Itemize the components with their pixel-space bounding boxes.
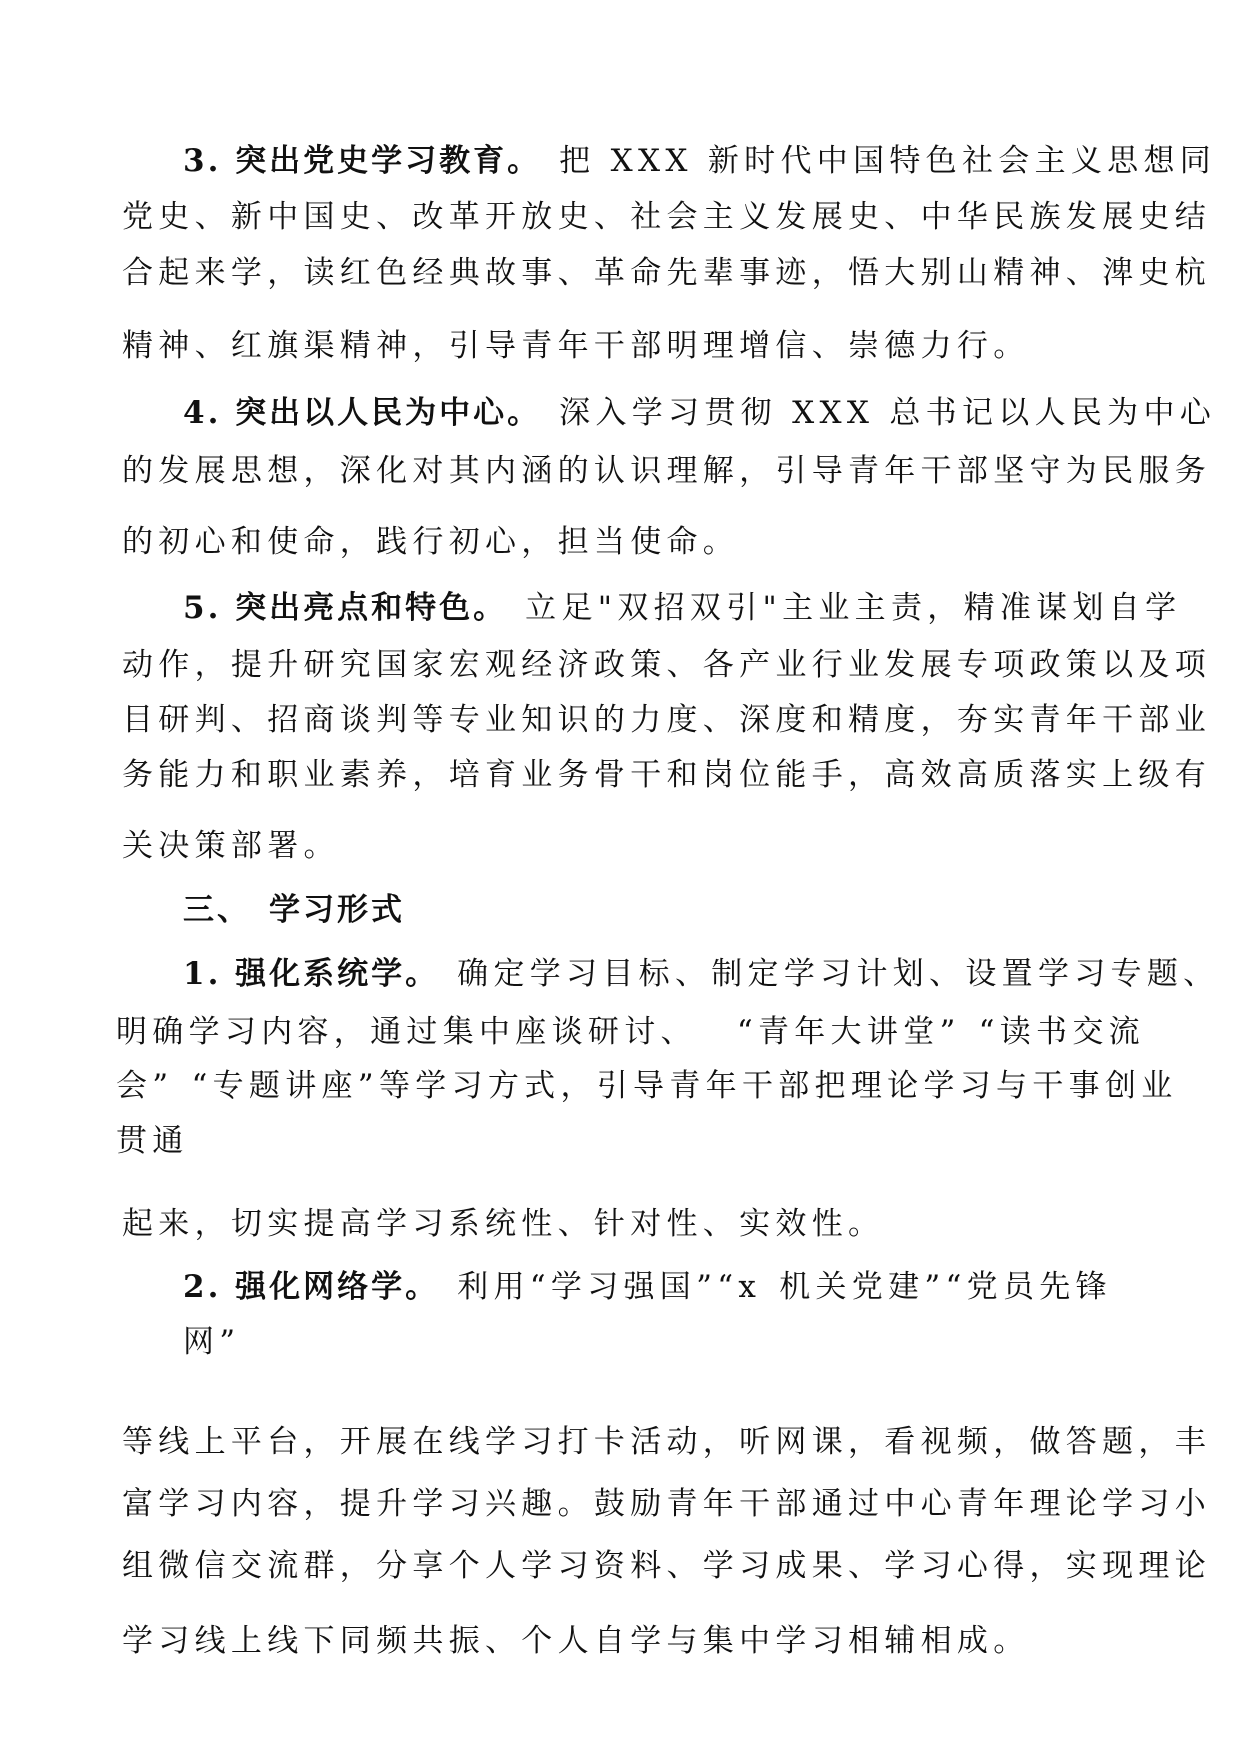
paragraph-text: 利用“学习强国”“x [457, 1269, 762, 1305]
paragraph-line: 富学习内容，提升学习兴趣。鼓励青年干部通过中心青年理论学习小 [122, 1486, 1211, 1522]
item-heading: 2. 强化网络学。 [183, 1269, 440, 1305]
paragraph-text: 深入学习贯彻 XXX 总书记以人民为中心 [559, 395, 1217, 431]
paragraph-text: 把 XXX 新时代中国特色社会主义思想同 [559, 143, 1217, 179]
paragraph-line [183, 393, 1216, 433]
paragraph-line [183, 588, 1181, 628]
section-number: 三、 [183, 892, 251, 928]
paragraph-line: 目研判、招商谈判等专业知识的力度、深度和精度，夯实青年干部业 [122, 702, 1211, 738]
paragraph-line: 务能力和职业素养，培育业务骨干和岗位能手，高效高质落实上级有 [122, 757, 1211, 793]
paragraph-line [183, 141, 1216, 181]
paragraph-line: 贯通 [116, 1123, 189, 1159]
paragraph-line: 合起来学，读红色经典故事、革命先辈事迹，悟大别山精神、渒史杭 [122, 255, 1211, 291]
paragraph-line: 的发展思想，深化对其内涵的认识理解，引导青年干部坚守为民服务 [122, 453, 1211, 489]
paragraph-line [116, 1012, 1145, 1052]
quoted-term: “青年大讲堂” [736, 1014, 961, 1050]
paragraph-line: 精神、红旗渠精神，引导青年干部明理增信、崇德力行。 [122, 328, 1030, 364]
paragraph-line: 动作，提升研究国家宏观经济政策、各产业行业发展专项政策以及项 [122, 647, 1211, 683]
paragraph-text: 确定学习目标、制定学习计划、设置学习专题、 [457, 956, 1220, 992]
paragraph-line: 组微信交流群，分享个人学习资料、学习成果、学习心得，实现理论 [122, 1548, 1211, 1584]
section-heading [183, 890, 405, 930]
paragraph-line [116, 1066, 1178, 1106]
paragraph-line: 起来，切实提高学习系统性、针对性、实效性。 [122, 1206, 885, 1242]
paragraph-line: 等线上平台，开展在线学习打卡活动，听网课，看视频，做答题，丰 [122, 1424, 1211, 1460]
paragraph-text: “专题讲座”等学习方式，引导青年干部把理论学习与干事创业 [191, 1068, 1178, 1104]
paragraph-line: 学习线上线下同频共振、个人自学与集中学习相辅相成。 [122, 1623, 1030, 1659]
paragraph-text: 明确学习内容，通过集中座谈研讨、 [116, 1014, 697, 1050]
paragraph-text: 机关党建”“党员先锋 [779, 1269, 1112, 1305]
quoted-term: 会” [116, 1068, 174, 1104]
item-heading: 1. 强化系统学。 [183, 956, 440, 992]
paragraph-text: 立足"双招双引"主业主责，精准谋划自学 [525, 590, 1182, 626]
paragraph-line: 的初心和使命，践行初心，担当使命。 [122, 524, 740, 560]
item-heading: 4. 突出以人民为中心。 [183, 395, 542, 431]
paragraph-line [183, 954, 1219, 994]
quoted-term: “读书交流 [978, 1014, 1145, 1050]
item-heading: 5. 突出亮点和特色。 [183, 590, 508, 626]
item-heading: 3. 突出党史学习教育。 [183, 143, 542, 179]
section-title: 学习形式 [269, 892, 405, 928]
paragraph-line: 关决策部署。 [122, 828, 340, 864]
paragraph-line: 网” [183, 1324, 241, 1360]
paragraph-line: 党史、新中国史、改革开放史、社会主义发展史、中华民族发展史结 [122, 199, 1211, 235]
paragraph-line [183, 1267, 1112, 1307]
